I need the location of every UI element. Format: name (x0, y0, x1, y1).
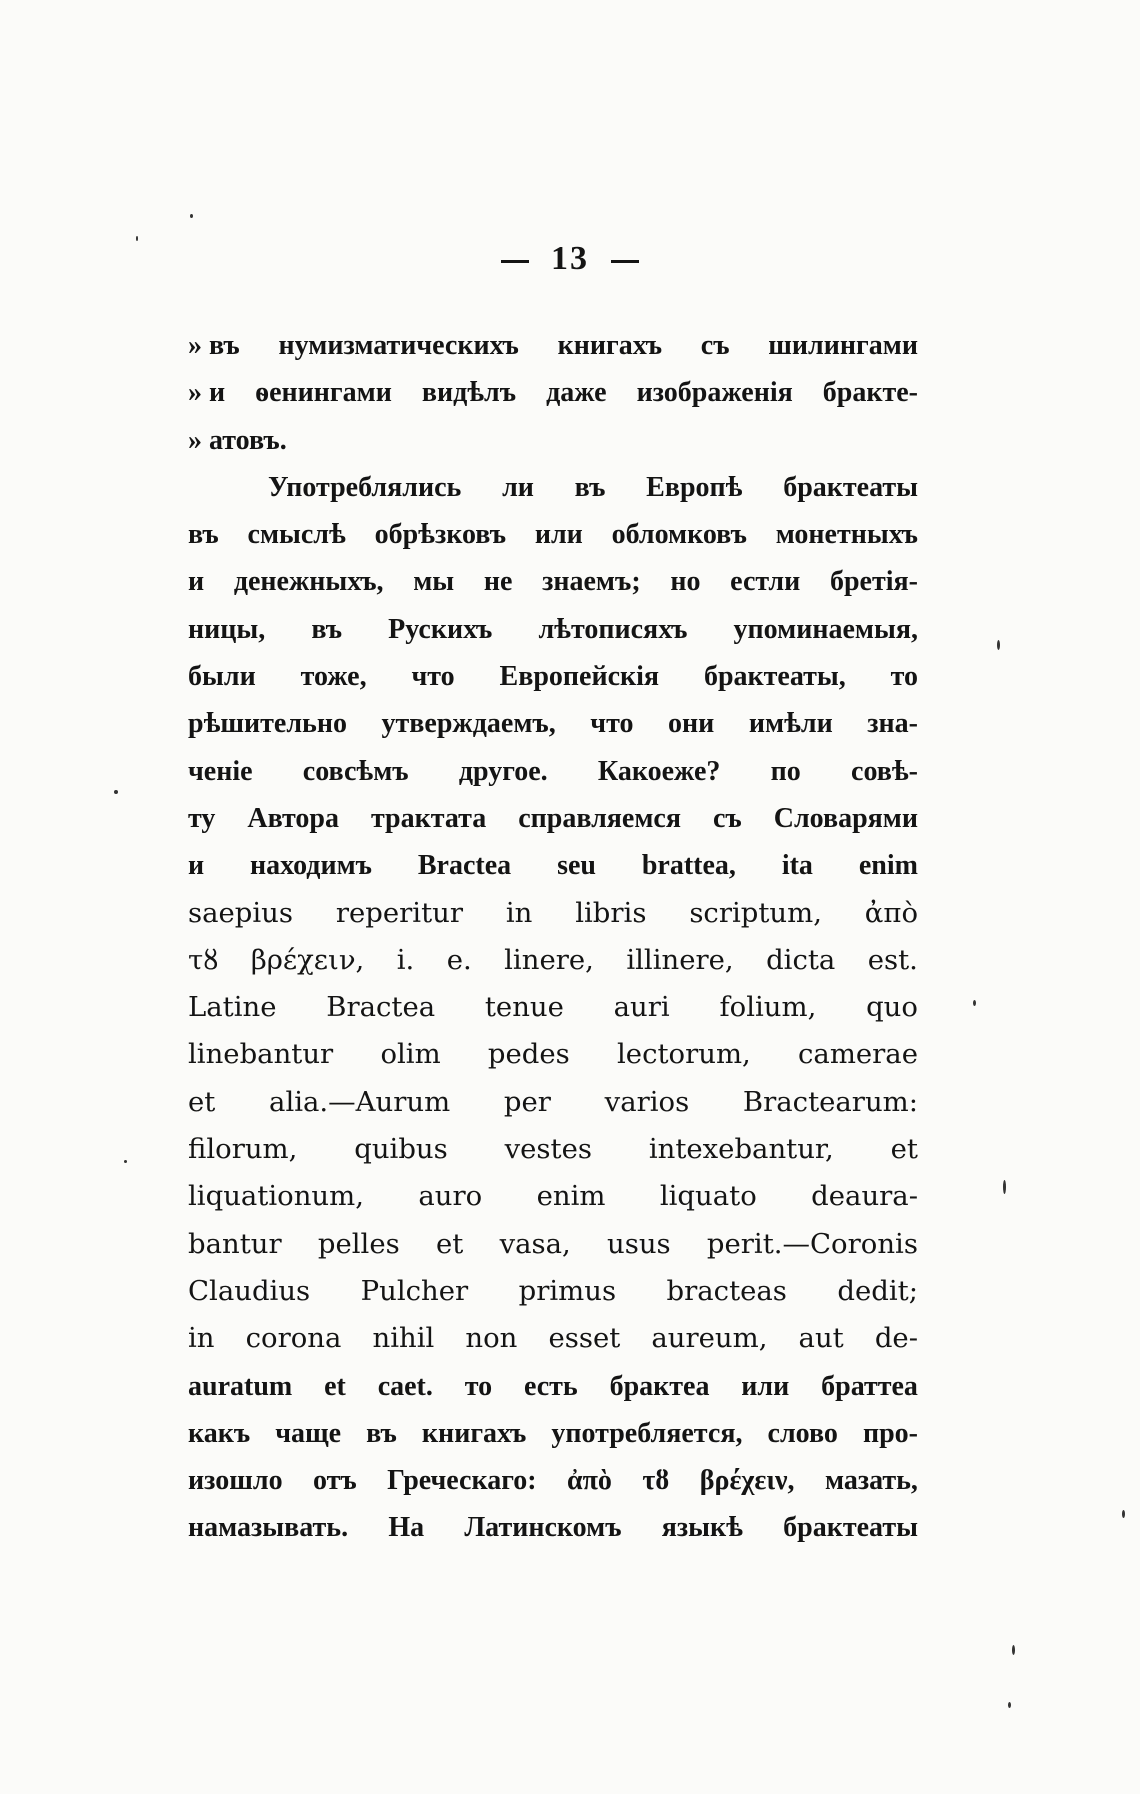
word: языкѣ (661, 1512, 743, 1544)
word: тоже, (300, 661, 367, 693)
page-header (0, 240, 1140, 278)
word: смыслѣ (247, 519, 346, 551)
word: по (770, 755, 801, 787)
scan-speck (997, 640, 1000, 650)
word: seu (557, 850, 596, 882)
scan-speck (973, 1000, 976, 1006)
text-line (188, 322, 918, 369)
word: чаще (275, 1417, 342, 1449)
word: но (670, 566, 701, 598)
word: Употреблялись (268, 471, 462, 503)
word: dicta (766, 943, 836, 976)
word: tenue (484, 991, 564, 1024)
word: Европѣ (646, 471, 743, 503)
word: въ (574, 471, 606, 503)
word: filorum, (188, 1133, 298, 1166)
word: primus (518, 1274, 617, 1307)
word: Автора (247, 802, 339, 834)
word: не (483, 566, 513, 598)
text-line (188, 700, 918, 747)
word: Bractearum: (742, 1085, 918, 1118)
word: scriptum, (689, 896, 822, 929)
word: intexebantur, (648, 1133, 834, 1166)
word: мы (413, 566, 455, 598)
word: въ (188, 519, 219, 551)
word: ἀπὸ (864, 896, 918, 929)
word: Pulcher (360, 1274, 469, 1307)
word: brattea, (641, 850, 736, 882)
word: или (534, 519, 583, 551)
text-line (188, 464, 918, 511)
scan-speck (1003, 1180, 1006, 1194)
word: enim (536, 1180, 606, 1213)
word: лѣтописяхъ (538, 613, 688, 645)
word: βρέχειν, (699, 1465, 795, 1497)
word: мазать, (824, 1465, 918, 1497)
word: то (464, 1370, 493, 1402)
word: vestes (504, 1133, 592, 1166)
text-line (188, 1457, 918, 1504)
text-line (188, 1079, 918, 1126)
word: saepius (188, 896, 294, 929)
word: упоминаемыя, (733, 613, 918, 645)
word: про- (862, 1417, 918, 1449)
word: денежныхъ, (233, 566, 384, 598)
scan-speck (124, 1160, 127, 1163)
word: liquato (659, 1180, 757, 1213)
text-line (188, 606, 918, 653)
text-line (188, 1031, 918, 1078)
word: caet. (377, 1370, 433, 1402)
word: bracteas (666, 1274, 787, 1307)
text-line (188, 1504, 918, 1551)
word: изображенія (636, 377, 793, 409)
word: они (668, 708, 715, 740)
word: dedit; (837, 1274, 918, 1307)
word: auri (613, 991, 670, 1024)
scan-speck (1008, 1702, 1011, 1708)
word: Словарями (773, 802, 918, 834)
scan-speck (1012, 1645, 1015, 1655)
word: de- (874, 1322, 918, 1355)
text-line (188, 511, 918, 558)
scan-speck (190, 214, 193, 218)
word: ἀπὸ (566, 1465, 612, 1497)
word: слово (767, 1417, 838, 1449)
word: бракте- (822, 377, 918, 409)
body-text (188, 322, 918, 1552)
word: » въ (188, 330, 240, 361)
word: olim (380, 1038, 441, 1071)
word: брактеаты (783, 471, 918, 503)
scan-speck (1122, 1510, 1125, 1518)
word: брактеаты (783, 1512, 918, 1544)
word: Какоеже? (597, 755, 721, 787)
word: esset (548, 1322, 621, 1355)
word: и (188, 566, 205, 598)
text-line (188, 1268, 918, 1315)
word: Latine (188, 991, 277, 1024)
word: folium, (719, 991, 817, 1024)
word: На (388, 1512, 425, 1544)
word: et (188, 1085, 216, 1118)
text-line (188, 558, 918, 605)
word: Европейскія (499, 661, 660, 693)
word: pelles (317, 1227, 400, 1260)
word: bantur (188, 1227, 282, 1260)
word: i. (396, 943, 415, 976)
word: справляемся (518, 802, 682, 834)
word: книгахъ (421, 1417, 527, 1449)
word: или (741, 1370, 790, 1402)
word: per (503, 1085, 551, 1118)
text-line (188, 842, 918, 889)
scan-speck (114, 790, 118, 794)
word: то (890, 661, 918, 693)
header-dash-right (611, 260, 639, 263)
word: въ (311, 613, 343, 645)
text-line (188, 890, 918, 937)
text-line (188, 984, 918, 1031)
word: ченіе (188, 755, 253, 787)
word: обломковъ (611, 519, 747, 551)
word: non (465, 1322, 518, 1355)
word: намазывать. (188, 1512, 349, 1544)
word: изошло (188, 1465, 283, 1497)
word: совсѣмъ (302, 755, 409, 787)
word: имѣли (748, 708, 833, 740)
word: in (505, 896, 533, 929)
word: corona (245, 1322, 342, 1355)
word: употребляется, (551, 1417, 743, 1449)
word: τȣ (188, 943, 219, 976)
word: linere, (504, 943, 594, 976)
word: трактата (370, 802, 487, 834)
word: въ (366, 1417, 397, 1449)
text-line (188, 937, 918, 984)
word: τȣ (642, 1465, 670, 1497)
word: varios (604, 1085, 690, 1118)
word: ѳенингами (255, 377, 392, 409)
word: книгахъ (557, 330, 663, 361)
word: in (188, 1322, 215, 1355)
text-line (188, 1221, 918, 1268)
text-line (188, 1410, 918, 1457)
word: бретія- (829, 566, 918, 598)
word: Claudius (188, 1274, 311, 1307)
word: » атовъ. (188, 424, 287, 456)
word: enim (858, 850, 918, 882)
word: » и (188, 377, 226, 409)
text-line (188, 795, 918, 842)
word: auro (418, 1180, 483, 1213)
word: libris (575, 896, 647, 929)
word: ницы, (188, 613, 266, 645)
word: браттеа (821, 1370, 918, 1402)
word: рѣшительно (188, 708, 347, 740)
word: et (435, 1227, 464, 1260)
word: vasa, (499, 1227, 571, 1260)
word: et (890, 1133, 918, 1166)
word: auratum (188, 1370, 293, 1402)
word: естли (730, 566, 801, 598)
text-line (188, 1315, 918, 1362)
word: съ (712, 802, 742, 834)
page-number: 13 (551, 240, 589, 277)
word: отъ (313, 1465, 357, 1497)
word: e. (446, 943, 472, 976)
header-dash-left (501, 260, 529, 263)
word: обрѣзковъ (374, 519, 507, 551)
text-line (188, 417, 918, 464)
word: Рускихъ (388, 613, 493, 645)
word: есть (523, 1370, 578, 1402)
text-line (188, 653, 918, 700)
word: quo (866, 991, 918, 1024)
word: зна- (867, 708, 918, 740)
scan-speck (136, 236, 138, 241)
word: linebantur (188, 1038, 334, 1071)
word: знаемъ; (542, 566, 641, 598)
word: lectorum, (617, 1038, 751, 1071)
word: illinere, (626, 943, 734, 976)
word: нумизматическихъ (278, 330, 519, 361)
word: съ (700, 330, 730, 361)
word: Греческаго: (387, 1465, 537, 1497)
word: шилингами (768, 330, 918, 361)
text-line (188, 748, 918, 795)
word: ita (781, 850, 813, 882)
word: и (188, 850, 205, 882)
word: usus (607, 1227, 671, 1260)
word: брактеа (609, 1370, 710, 1402)
word: camerae (798, 1038, 918, 1071)
word: aureum, (651, 1322, 768, 1355)
word: находимъ (250, 850, 372, 882)
word: aut (798, 1322, 844, 1355)
word: были (188, 661, 256, 693)
word: nihil (372, 1322, 435, 1355)
word: quibus (354, 1133, 448, 1166)
text-line (188, 369, 918, 416)
word: даже (546, 377, 607, 409)
word: et (324, 1370, 346, 1402)
word: Bractea (417, 850, 512, 882)
word: liquationum, (188, 1180, 364, 1213)
word: perit.—Coronis (706, 1227, 918, 1260)
text-line (188, 1173, 918, 1220)
text-line (188, 1126, 918, 1173)
word: est. (867, 943, 918, 976)
word: что (411, 661, 455, 693)
word: совѣ- (851, 755, 918, 787)
word: deaura- (811, 1180, 918, 1213)
word: ту (188, 802, 216, 834)
text-line (188, 1363, 918, 1410)
word: reperitur (335, 896, 464, 929)
word: pedes (487, 1038, 570, 1071)
word: другое. (458, 755, 548, 787)
word: βρέχειν, (250, 943, 365, 976)
word: что (590, 708, 634, 740)
word: alia.—Aurum (269, 1085, 451, 1118)
word: Bractea (326, 991, 436, 1024)
word: ли (502, 471, 534, 503)
word: утверждаемъ, (381, 708, 556, 740)
word: видѣлъ (421, 377, 517, 409)
word: Латинскомъ (464, 1512, 622, 1544)
word: брактеаты, (703, 661, 846, 693)
word: монетныхъ (775, 519, 918, 551)
word: какъ (188, 1417, 251, 1449)
